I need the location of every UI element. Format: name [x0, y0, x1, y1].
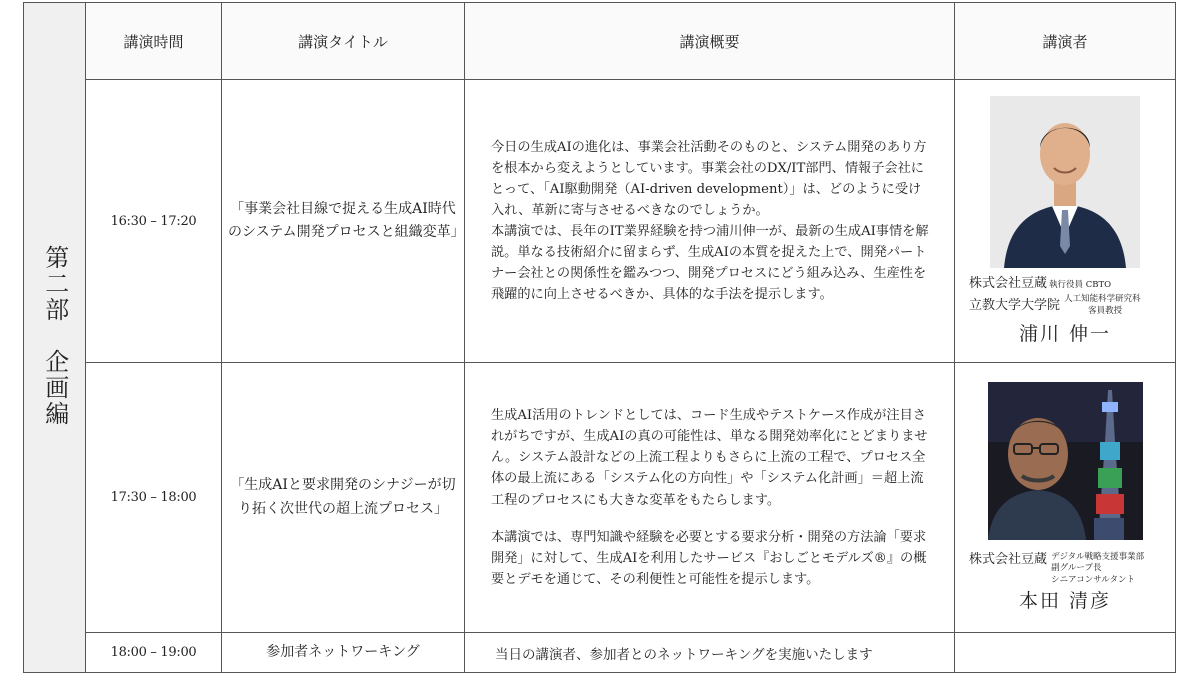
session-1-speaker	[955, 80, 1176, 363]
session-2-summary-p2: 本講演では、専門知識や経験を必要とする要求分析・開発の方法論「要求開発」に対して、生成AIを利用したサービス『おしごとモデルズ®』の概要とデモを通じて、その利便性と可能性を提示します。	[491, 529, 927, 587]
session-1-role2b: 客員教授	[1088, 305, 1123, 316]
session-2-summary-p1: 生成AI活用のトレンドとしては、コード生成やテストケース作成が注目されがちですが、生成AIの真の可能性は、単なる開発効率化にとどまりません。システム設計などの上流工程よりもさらに上流の工程で、プロセス全体の最上流にある「システム化の方向性」や「システム化計画」＝超上流工程のプロセスにも大きな変革をもたらします。	[491, 408, 928, 508]
schedule-table	[23, 2, 1176, 673]
speaker-portrait-tower-icon	[988, 382, 1143, 540]
session-row-1	[24, 80, 1176, 363]
session-2-title-line2: り拓く次世代の超上流プロセス」	[238, 500, 448, 517]
session-2-role1a: デジタル戦略支援事業部	[1051, 551, 1145, 562]
section-label-cell	[24, 3, 86, 673]
session-1-time: 16:30 – 17:20	[86, 80, 222, 363]
session-1-summary-p1: 今日の生成AIの進化は、事業会社活動そのものと、システム開発のあり方を根本から変えようとしています。事業会社のDX/IT部門、情報子会社にとって、「AI駆動開発（AI-driven development）」は、どのように受け入れ、革新に寄与させるべきなのでしょうか。	[491, 139, 927, 218]
header-summary: 講演概要	[465, 3, 955, 80]
session-2-title	[222, 363, 465, 633]
session-2-role1c: シニアコンサルタント	[1051, 574, 1135, 585]
header-title: 講演タイトル	[222, 3, 465, 80]
session-2-title-line1: 「生成AIと要求開発のシナジーが切	[230, 477, 456, 494]
networking-row	[24, 633, 1176, 673]
session-2-org1-line	[955, 548, 1175, 586]
session-2-speaker	[955, 363, 1176, 633]
session-2-org1: 株式会社豆蔵	[969, 551, 1048, 567]
session-1-org2: 立教大学大学院	[969, 298, 1061, 314]
session-1-summary	[465, 80, 955, 363]
session-1-title	[222, 80, 465, 363]
session-2-summary	[465, 363, 955, 633]
session-1-role2	[1064, 294, 1141, 317]
networking-summary: 当日の講演者、参加者とのネットワーキングを実施いたします	[465, 633, 955, 673]
header-row	[24, 3, 1176, 80]
session-2-speaker-name: 本田 清彦	[1018, 590, 1112, 613]
session-1-title-line1: 「事業会社目線で捉える生成AI時代	[230, 200, 456, 217]
session-1-title-line2: のシステム開発プロセスと組織変革」	[228, 224, 465, 240]
session-1-role1: 執行役員 CBTO	[1049, 280, 1112, 291]
networking-title: 参加者ネットワーキング	[222, 633, 465, 673]
session-1-org1-line	[955, 272, 1175, 291]
speaker-portrait-icon	[990, 96, 1140, 268]
session-2-time: 17:30 – 18:00	[86, 363, 222, 633]
header-time: 講演時間	[86, 3, 222, 80]
session-1-role2a: 人工知能科学研究科	[1064, 294, 1141, 305]
session-2-role1	[1051, 552, 1144, 586]
networking-time: 18:00 – 19:00	[86, 633, 222, 673]
networking-speaker-empty	[955, 633, 1176, 673]
session-row-2	[24, 363, 1176, 633]
session-1-org1: 株式会社豆蔵	[969, 276, 1048, 292]
header-speaker: 講演者	[955, 3, 1176, 80]
session-1-speaker-name: 浦川 伸一	[1018, 322, 1112, 345]
session-1-org2-line	[955, 294, 1175, 317]
session-2-role1b: 副グループ長	[1051, 563, 1102, 574]
section-label: 第二部 企画編	[40, 244, 69, 427]
session-1-summary-p2: 本講演では、長年のIT業界経験を持つ浦川伸一が、最新の生成AI事情を解説。単なる技術紹介に留まらず、生成AIの本質を捉えた上で、開発パートナー会社との関係性を鑑みつつ、開発プロセスにどう組み込み、生産性を飛躍的に向上させるべきか、具体的な手法を提示します。	[491, 224, 929, 303]
